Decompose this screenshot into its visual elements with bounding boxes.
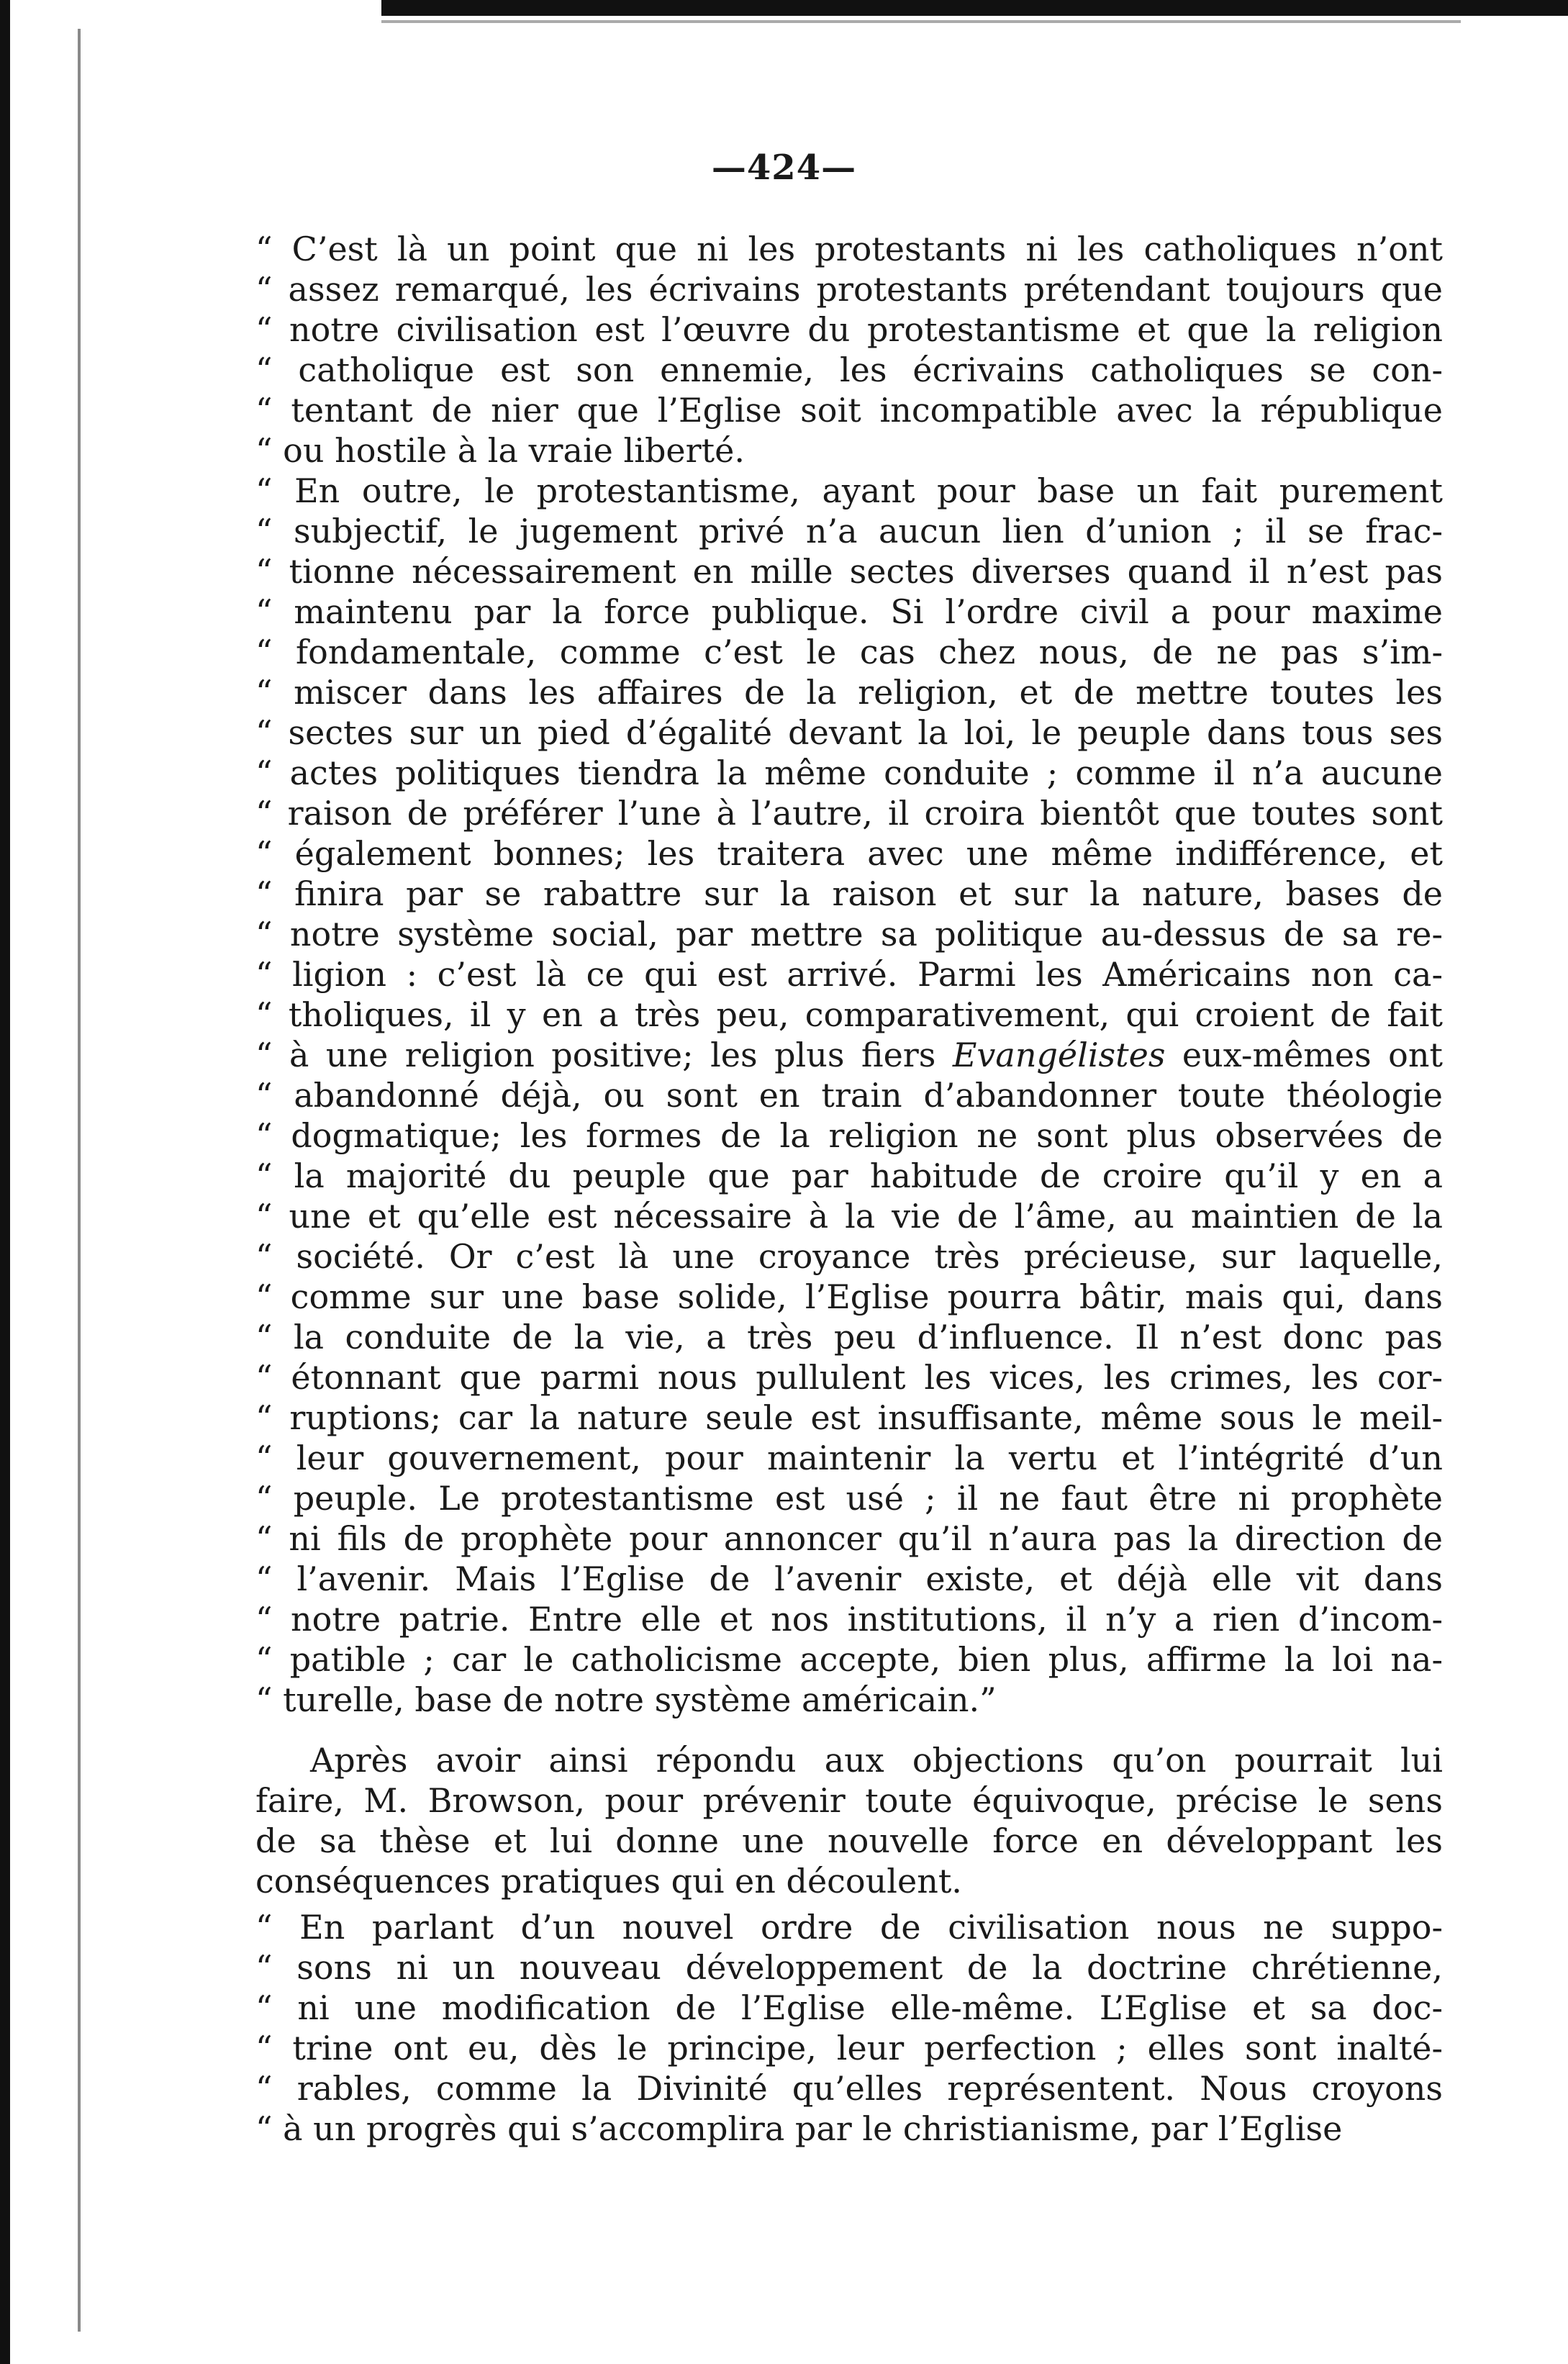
text-line: de sa thèse et lui donne une nouvelle force en développant les xyxy=(255,1821,1443,1860)
text-line: “ dogmatique; les formes de la religion ne sont plus observées de xyxy=(255,1116,1443,1155)
text-line: “ subjectif, le jugement privé n’a aucun lien d’union ; il se frac- xyxy=(255,512,1443,551)
text-line: “ assez remarqué, les écrivains protestants prétendant toujours que xyxy=(255,270,1443,309)
text-line: “ la conduite de la vie, a très peu d’influence. Il n’est donc pas xyxy=(255,1318,1443,1357)
text-line: “ ligion : c’est là ce qui est arrivé. Parmi les Américains non ca- xyxy=(255,955,1443,994)
text-line: “ comme sur une base solide, l’Eglise pourra bâtir, mais qui, dans xyxy=(255,1277,1443,1316)
text-line: “ tionne nécessairement en mille sectes diverses quand il n’est pas xyxy=(255,552,1443,591)
scan-border-left-shadow xyxy=(78,29,81,2332)
text-line: “ En parlant d’un nouvel ordre de civilisation nous ne suppo- xyxy=(255,1908,1443,1947)
quote-block-1 xyxy=(255,229,1443,1720)
text-line: “ raison de préférer l’une à l’autre, il croira bientôt que toutes sont xyxy=(255,794,1443,833)
text-line: “ fondamentale, comme c’est le cas chez nous, de ne pas s’im- xyxy=(255,633,1443,671)
text-line: “ notre système social, par mettre sa politique au-dessus de sa re- xyxy=(255,915,1443,954)
text-line: “ trine ont eu, dès le principe, leur perfection ; elles sont inalté- xyxy=(255,2029,1443,2068)
text-line: “ ruptions; car la nature seule est insuffisante, même sous le meil- xyxy=(255,1398,1443,1437)
text-line: faire, M. Browson, pour prévenir toute équivoque, précise le sens xyxy=(255,1781,1443,1820)
text-line: “ à une religion positive; les plus fiers Evangélistes eux-mêmes ont xyxy=(255,1036,1443,1074)
text-line: “ En outre, le protestantisme, ayant pour base un fait purement xyxy=(255,471,1443,510)
text-line: “ une et qu’elle est nécessaire à la vie de l’âme, au maintien de la xyxy=(255,1197,1443,1236)
text-line: “ tholiques, il y en a très peu, comparativement, qui croient de fait xyxy=(255,995,1443,1034)
italic-word: Evangélistes xyxy=(952,1036,1166,1074)
text-line: “ ni fils de prophète pour annoncer qu’il n’aura pas la direction de xyxy=(255,1519,1443,1558)
scan-border-top-shadow xyxy=(381,20,1461,23)
text-line: “ également bonnes; les traitera avec une même indifférence, et xyxy=(255,834,1443,873)
text-line: conséquences pratiques qui en découlent. xyxy=(255,1862,962,1901)
text-line: “ abandonné déjà, ou sont en train d’abandonner toute théologie xyxy=(255,1076,1443,1115)
text-line: “ notre patrie. Entre elle et nos institutions, il n’y a rien d’incom- xyxy=(255,1600,1443,1639)
text-line: “ rables, comme la Divinité qu’elles représentent. Nous croyons xyxy=(255,2069,1443,2108)
text-line: “ C’est là un point que ni les protestants ni les catholiques n’ont xyxy=(255,230,1443,268)
text-line: “ à un progrès qui s’accomplira par le christianisme, par l’Eglise xyxy=(255,2109,1343,2148)
text-line: “ ou hostile à la vraie liberté. xyxy=(255,431,745,470)
text-line: “ étonnant que parmi nous pullulent les vices, les crimes, les cor- xyxy=(255,1358,1443,1397)
text-line: “ miscer dans les affaires de la religion, et de mettre toutes les xyxy=(255,673,1443,712)
text-line: “ l’avenir. Mais l’Eglise de l’avenir existe, et déjà elle vit dans xyxy=(255,1559,1443,1598)
text-line: “ patible ; car le catholicisme accepte, bien plus, affirme la loi na- xyxy=(255,1640,1443,1679)
text-line: “ ni une modification de l’Eglise elle-même. L’Eglise et sa doc- xyxy=(255,1988,1443,2027)
text-line: “ catholique est son ennemie, les écrivains catholiques se con- xyxy=(255,350,1443,389)
text-line: Après avoir ainsi répondu aux objections qu’on pourrait lui xyxy=(310,1741,1443,1780)
text-line: “ société. Or c’est là une croyance très précieuse, sur laquelle, xyxy=(255,1237,1443,1276)
text-line: “ la majorité du peuple que par habitude de croire qu’il y en a xyxy=(255,1156,1443,1195)
text-line: “ notre civilisation est l’œuvre du protestantisme et que la religion xyxy=(255,310,1443,349)
text-line: “ actes politiques tiendra la même conduite ; comme il n’a aucune xyxy=(255,753,1443,792)
text-line: “ turelle, base de notre système américain.” xyxy=(255,1680,997,1719)
quote-block-2 xyxy=(255,1907,1443,2149)
scan-border-top xyxy=(381,0,1568,16)
page-number: —424— xyxy=(711,148,857,188)
narration-paragraph xyxy=(255,1740,1443,1901)
text-line: “ maintenu par la force publique. Si l’ordre civil a pour maxime xyxy=(255,592,1443,631)
scan-border-left xyxy=(0,0,10,2364)
text-line: “ tentant de nier que l’Eglise soit incompatible avec la république xyxy=(255,391,1443,430)
text-line: “ sectes sur un pied d’égalité devant la loi, le peuple dans tous ses xyxy=(255,713,1443,752)
text-line: “ peuple. Le protestantisme est usé ; il ne faut être ni prophète xyxy=(255,1479,1443,1518)
text-line: “ leur gouvernement, pour maintenir la vertu et l’intégrité d’un xyxy=(255,1439,1443,1477)
text-line: “ finira par se rabattre sur la raison et sur la nature, bases de xyxy=(255,874,1443,913)
text-line: “ sons ni un nouveau développement de la doctrine chrétienne, xyxy=(255,1948,1443,1987)
